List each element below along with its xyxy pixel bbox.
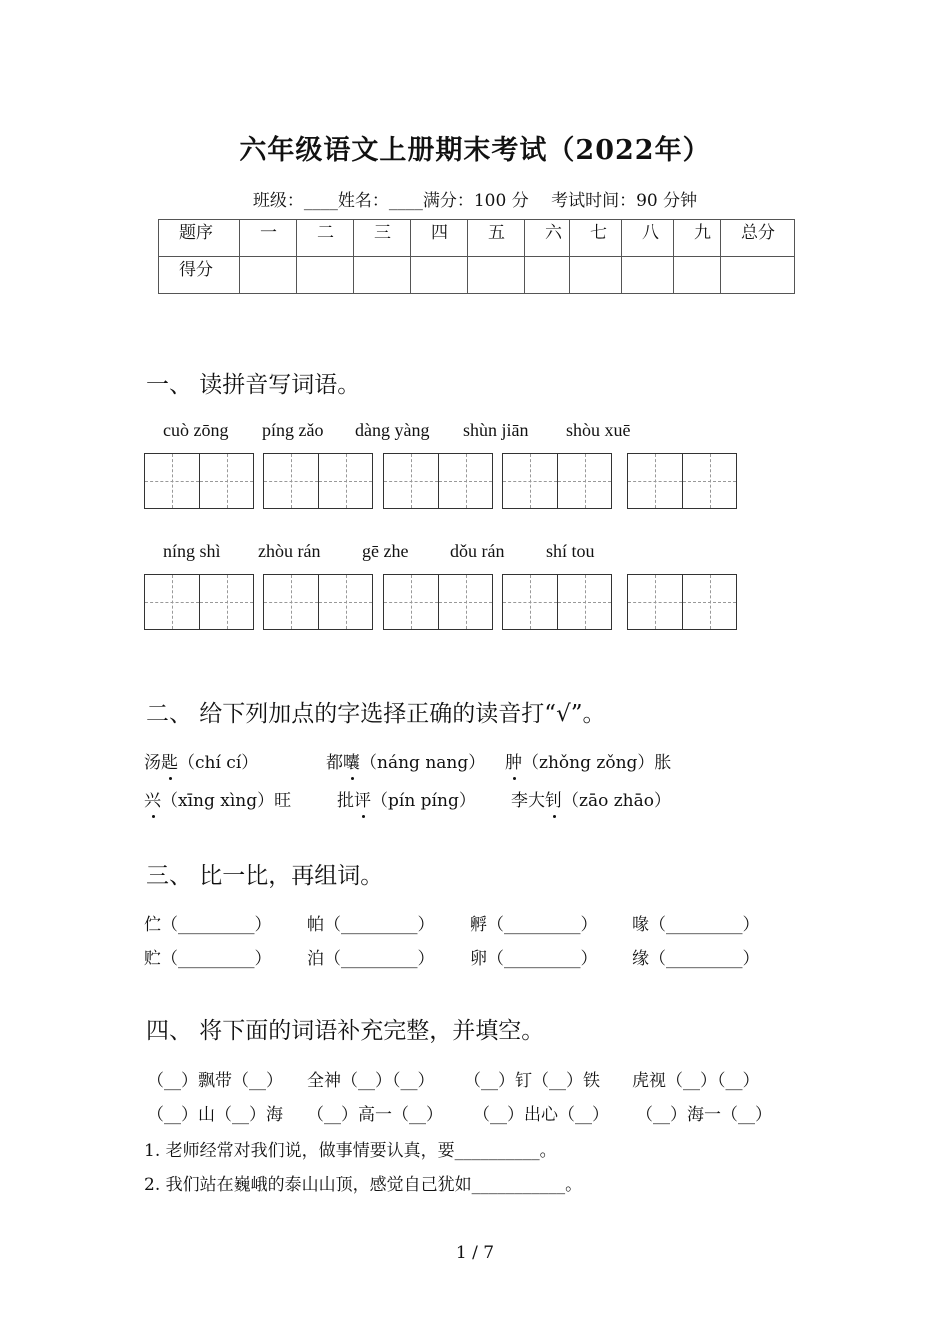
word-blank[interactable]: 泊（_________） (307, 949, 435, 969)
dotted-char: 钊 (545, 791, 562, 811)
table-cell: 总分 (721, 220, 795, 257)
reading-item: 批评（pín píng） (337, 791, 476, 811)
word-blank[interactable]: 伫（_________） (144, 915, 272, 935)
reading-item: 汤匙（chí cí） (144, 753, 259, 773)
score-cell[interactable] (525, 257, 570, 294)
dotted-char: 匙 (161, 753, 178, 773)
writing-box[interactable] (144, 574, 254, 630)
pinyin-label: dǒu rán (450, 541, 505, 561)
score-cell[interactable] (468, 257, 525, 294)
table-cell: 七 (570, 220, 622, 257)
table-cell: 四 (411, 220, 468, 257)
fill-question-1[interactable]: 1. 老师经常对我们说，做事情要认真，要__________。 (144, 1141, 557, 1161)
exam-info: 班级：____姓名：____满分：100 分 考试时间：90 分钟 (252, 191, 698, 211)
writing-box[interactable] (383, 453, 493, 509)
pinyin-label: zhòu rán (258, 541, 321, 561)
word-blank[interactable]: 缘（_________） (632, 949, 760, 969)
table-cell: 五 (468, 220, 525, 257)
writing-box[interactable] (263, 453, 373, 509)
table-cell: 六 (525, 220, 570, 257)
writing-box[interactable] (144, 453, 254, 509)
idiom-blank[interactable]: （__）出心（__） (473, 1105, 609, 1125)
dotted-char: 囔 (343, 753, 360, 773)
writing-box[interactable] (383, 574, 493, 630)
page-number: 1 / 7 (455, 1243, 495, 1263)
score-cell[interactable] (411, 257, 468, 294)
pinyin-label: cuò zōng (163, 420, 229, 440)
dotted-char: 兴 (144, 791, 161, 811)
idiom-blank[interactable]: 全神（__）（__） (307, 1071, 435, 1091)
idiom-blank[interactable]: （__）海一（__） (636, 1105, 772, 1125)
idiom-blank[interactable]: （__）飘带（__） (147, 1071, 283, 1091)
dotted-char: 评 (354, 791, 371, 811)
section4-heading: 四、 将下面的词语补充完整，并填空。 (146, 1018, 545, 1044)
fill-question-2[interactable]: 2. 我们站在巍峨的泰山山顶，感觉自己犹如___________。 (144, 1175, 583, 1195)
score-cell[interactable] (674, 257, 721, 294)
writing-box[interactable] (627, 453, 737, 509)
pinyin-label: dàng yàng (355, 420, 430, 440)
score-cell[interactable] (354, 257, 411, 294)
table-cell: 一 (240, 220, 297, 257)
reading-item: 兴（xīng xìng）旺 (144, 791, 292, 811)
table-cell: 三 (354, 220, 411, 257)
pinyin-label: níng shì (163, 541, 221, 561)
writing-box[interactable] (502, 453, 612, 509)
dotted-char: 肿 (505, 753, 522, 773)
section1-heading: 一、 读拼音写词语。 (146, 372, 361, 398)
page-title: 六年级语文上册期末考试（2022年） (239, 135, 711, 166)
score-table (158, 219, 795, 294)
pinyin-label: shòu xuē (566, 420, 631, 440)
pinyin-label: píng zǎo (262, 420, 324, 440)
word-blank[interactable]: 卵（_________） (470, 949, 598, 969)
idiom-blank[interactable]: （__）钉（__）铁 (464, 1071, 600, 1091)
writing-box[interactable] (627, 574, 737, 630)
pinyin-label: shí tou (546, 541, 595, 561)
table-cell: 八 (622, 220, 674, 257)
pinyin-label: shùn jiān (463, 420, 529, 440)
score-cell[interactable] (721, 257, 795, 294)
reading-item: 李大钊（zāo zhāo） (511, 791, 672, 811)
table-cell: 二 (297, 220, 354, 257)
writing-box[interactable] (263, 574, 373, 630)
word-blank[interactable]: 帕（_________） (307, 915, 435, 935)
idiom-blank[interactable]: （__）高一（__） (307, 1105, 443, 1125)
section2-heading: 二、 给下列加点的字选择正确的读音打“√”。 (146, 701, 606, 727)
pinyin-label: gē zhe (362, 541, 409, 561)
table-cell: 得分 (159, 257, 240, 294)
reading-item: 都囔（náng nang） (326, 753, 486, 773)
word-blank[interactable]: 喙（_________） (632, 915, 760, 935)
section3-heading: 三、 比一比，再组词。 (146, 863, 384, 889)
word-blank[interactable]: 贮（_________） (144, 949, 272, 969)
score-cell[interactable] (570, 257, 622, 294)
table-cell: 题序 (159, 220, 240, 257)
score-table-row (159, 257, 795, 294)
writing-box[interactable] (502, 574, 612, 630)
score-table-header (159, 220, 795, 257)
score-cell[interactable] (297, 257, 354, 294)
idiom-blank[interactable]: （__）山（__）海 (147, 1105, 283, 1125)
table-cell: 九 (674, 220, 721, 257)
score-cell[interactable] (622, 257, 674, 294)
word-blank[interactable]: 孵（_________） (470, 915, 598, 935)
idiom-blank[interactable]: 虎视（__）（__） (632, 1071, 760, 1091)
score-cell[interactable] (240, 257, 297, 294)
reading-item: 肿（zhǒng zǒng）胀 (505, 753, 672, 773)
